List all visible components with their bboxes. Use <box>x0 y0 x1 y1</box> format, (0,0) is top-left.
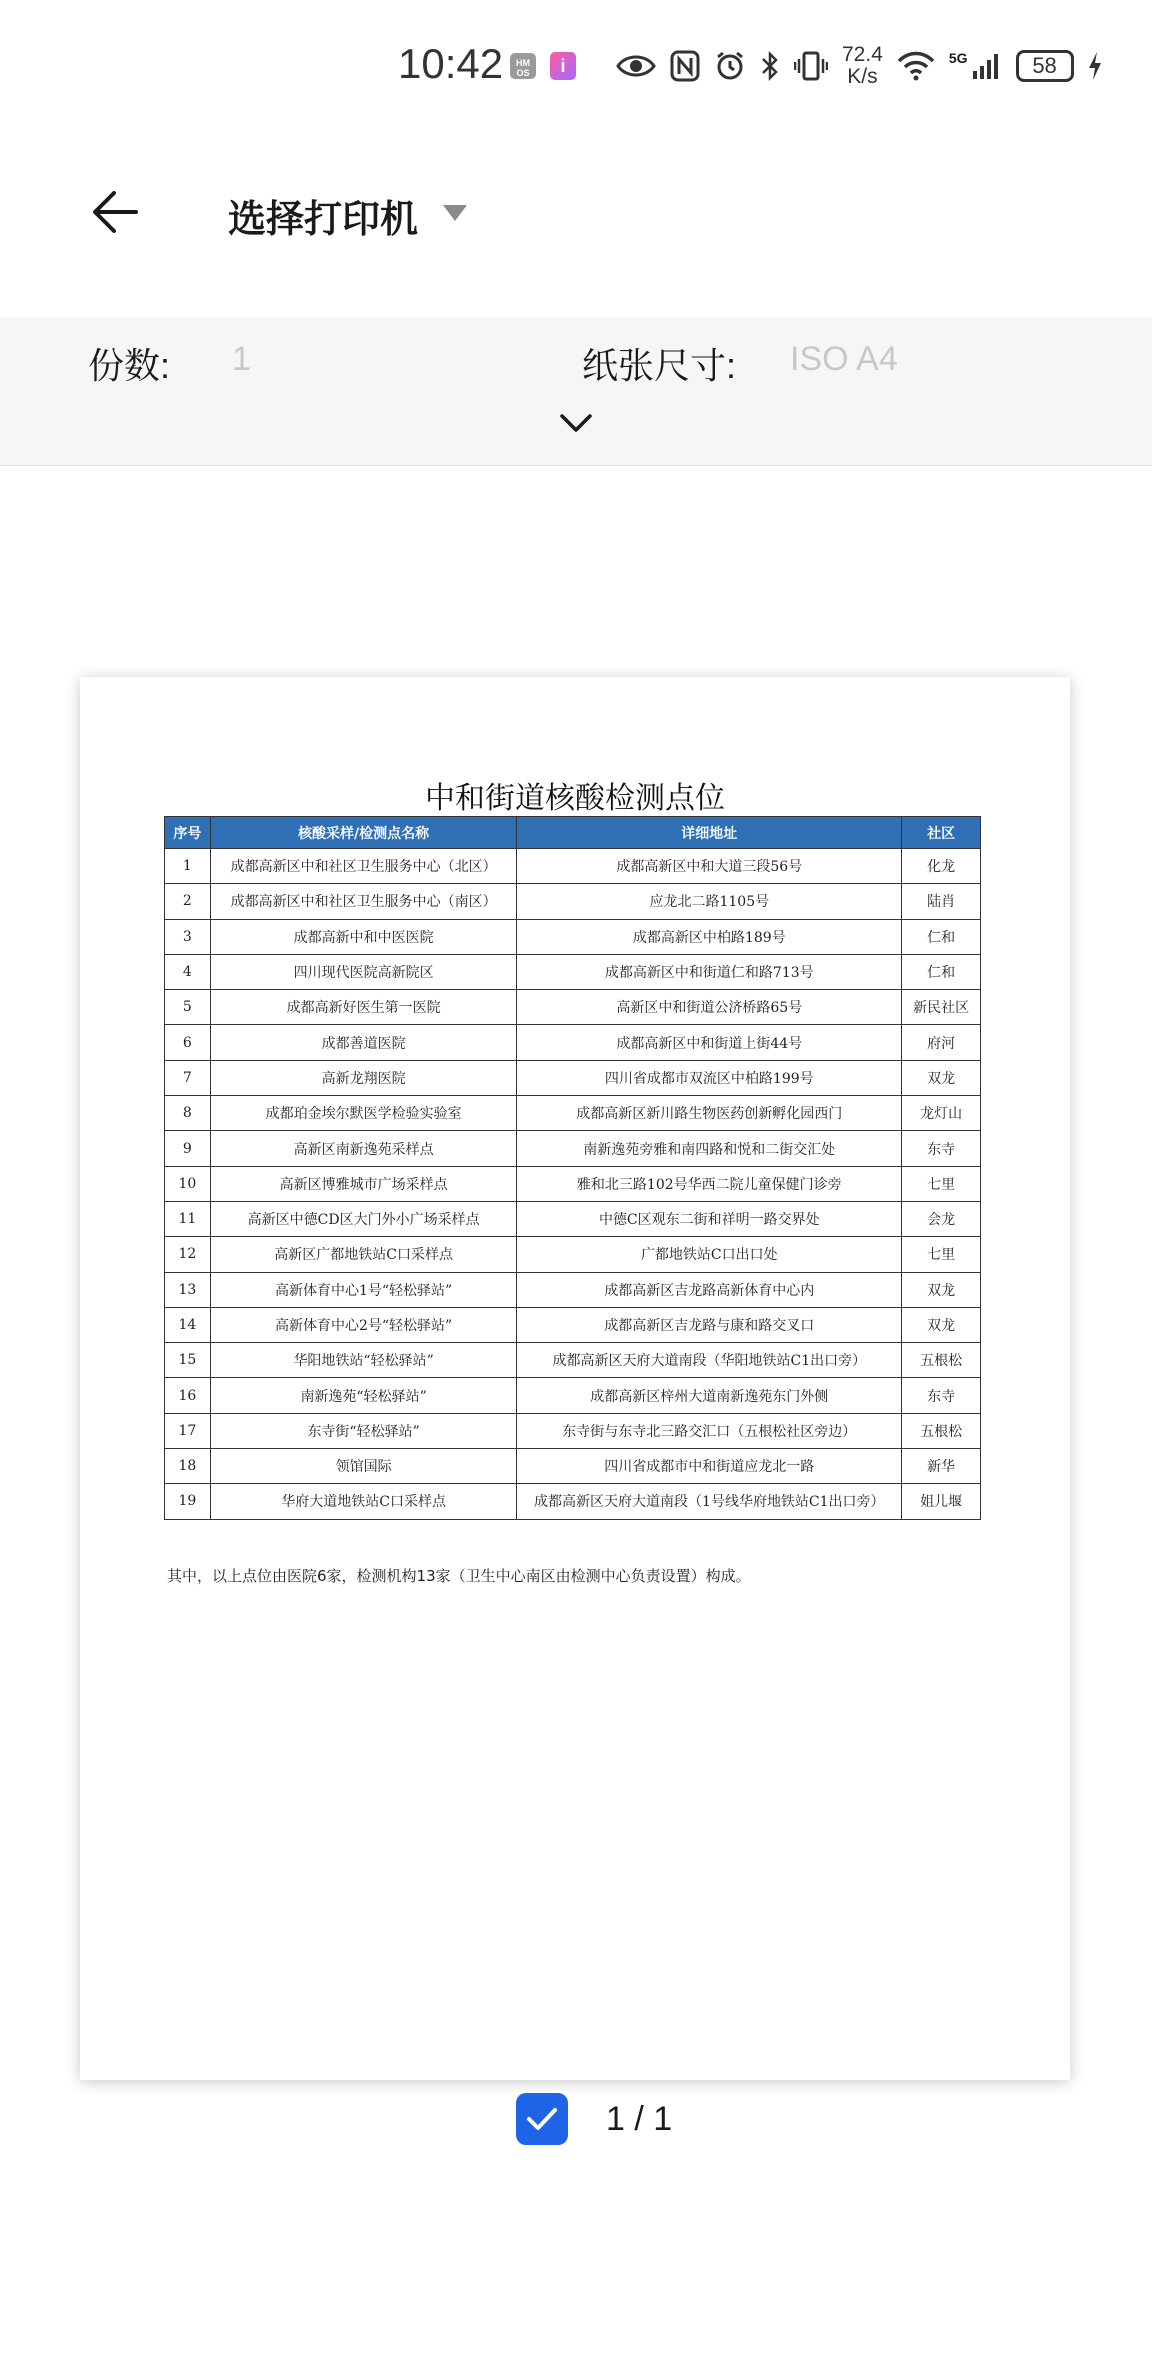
table-cell: 14 <box>165 1307 211 1342</box>
nfc-icon <box>670 50 700 82</box>
table-cell: 高新体育中心2号“轻松驿站” <box>210 1307 517 1342</box>
table-cell: 东寺 <box>902 1378 981 1413</box>
table-cell: 四川省成都市双流区中柏路199号 <box>517 1060 902 1095</box>
caret-down-icon <box>440 202 470 224</box>
table-cell: 高新龙翔医院 <box>210 1060 517 1095</box>
table-cell: 成都高新区中和社区卫生服务中心（南区） <box>210 884 517 919</box>
table-row <box>165 1449 981 1484</box>
table-cell: 雅和北三路102号华西二院儿童保健门诊旁 <box>517 1166 902 1201</box>
table-cell: 龙灯山 <box>902 1096 981 1131</box>
wifi-icon <box>897 51 935 81</box>
table-cell: 高新体育中心1号“轻松驿站” <box>210 1272 517 1307</box>
table-row <box>165 1237 981 1272</box>
table-cell: 化龙 <box>902 849 981 884</box>
table-cell: 东寺街与东寺北三路交汇口（五根松社区旁边） <box>517 1413 902 1448</box>
table-cell: 15 <box>165 1343 211 1378</box>
table-row <box>165 919 981 954</box>
table-cell: 华阳地铁站“轻松驿站” <box>210 1343 517 1378</box>
table-cell: 仁和 <box>902 919 981 954</box>
preview-page <box>80 677 1070 2080</box>
table-cell: 双龙 <box>902 1272 981 1307</box>
bluetooth-icon <box>760 50 780 82</box>
table-cell: 13 <box>165 1272 211 1307</box>
table-cell: 成都善道医院 <box>210 1025 517 1060</box>
table-cell: 四川省成都市中和街道应龙北一路 <box>517 1449 902 1484</box>
table-cell: 成都高新好医生第一医院 <box>210 990 517 1025</box>
table-cell: 广都地铁站C口出口处 <box>517 1237 902 1272</box>
table-row <box>165 1131 981 1166</box>
arrow-left-icon <box>88 182 148 242</box>
table-cell: 成都高新区吉龙路与康和路交叉口 <box>517 1307 902 1342</box>
page-counter: 1 / 1 <box>606 2100 673 2138</box>
table-row <box>165 884 981 919</box>
table-cell: 南新逸苑“轻松驿站” <box>210 1378 517 1413</box>
table-row <box>165 1413 981 1448</box>
network-type: 5G <box>948 50 968 66</box>
table-header-cell: 序号 <box>165 817 211 849</box>
table-cell: 应龙北二路1105号 <box>517 884 902 919</box>
table-cell: 四川现代医院高新院区 <box>210 954 517 989</box>
printer-dropdown-button[interactable] <box>440 202 470 224</box>
table-cell: 成都高新区中和大道三段56号 <box>517 849 902 884</box>
table-cell: 成都高新中和中医医院 <box>210 919 517 954</box>
table-cell: 五根松 <box>902 1413 981 1448</box>
copies-input[interactable]: 1 <box>232 340 251 378</box>
table-cell: 高新区中德CD区大门外小广场采样点 <box>210 1201 517 1236</box>
table-cell: 2 <box>165 884 211 919</box>
table-header-cell: 核酸采样/检测点名称 <box>210 817 517 849</box>
eye-icon <box>616 52 656 80</box>
table-cell: 七里 <box>902 1237 981 1272</box>
table-cell: 南新逸苑旁雅和南四路和悦和二街交汇处 <box>517 1131 902 1166</box>
table-cell: 领馆国际 <box>210 1449 517 1484</box>
table-cell: 3 <box>165 919 211 954</box>
table-cell: 11 <box>165 1201 211 1236</box>
table-cell: 东寺 <box>902 1131 981 1166</box>
table-cell: 中德C区观东二街和祥明一路交界处 <box>517 1201 902 1236</box>
table-body <box>165 849 981 1520</box>
hmos-badge-icon: HM OS <box>510 53 536 79</box>
table-cell: 6 <box>165 1025 211 1060</box>
table-cell: 成都高新区中和街道上街44号 <box>517 1025 902 1060</box>
table-header-cell: 详细地址 <box>517 817 902 849</box>
network-speed-value: 72.4 <box>842 43 883 66</box>
table-cell: 12 <box>165 1237 211 1272</box>
document-footnote: 其中，以上点位由医院6家，检测机构13家（卫生中心南区由检测中心负责设置）构成。 <box>167 1567 751 1585</box>
page-select-checkbox[interactable] <box>516 2093 568 2145</box>
table-cell: 成都高新区新川路生物医药创新孵化园西门 <box>517 1096 902 1131</box>
copies-label: 份数: <box>88 345 171 386</box>
alarm-icon <box>714 50 746 82</box>
table-cell: 9 <box>165 1131 211 1166</box>
chevron-down-icon <box>558 408 594 438</box>
expand-settings-button[interactable] <box>558 408 594 438</box>
table-cell: 17 <box>165 1413 211 1448</box>
table-cell: 新华 <box>902 1449 981 1484</box>
table-cell: 4 <box>165 954 211 989</box>
table-cell: 双龙 <box>902 1060 981 1095</box>
document-title: 中和街道核酸检测点位 <box>425 781 725 816</box>
table-cell: 府河 <box>902 1025 981 1060</box>
table-cell: 姐儿堰 <box>902 1484 981 1519</box>
table-header-row <box>165 817 981 849</box>
table-row <box>165 1060 981 1095</box>
table-header-cell: 社区 <box>902 817 981 849</box>
table-cell: 五根松 <box>902 1343 981 1378</box>
app-notification-icon: i <box>550 52 576 80</box>
table-cell: 成都高新区吉龙路高新体育中心内 <box>517 1272 902 1307</box>
table-cell: 7 <box>165 1060 211 1095</box>
table-cell: 10 <box>165 1166 211 1201</box>
checkmark-icon <box>526 2106 558 2132</box>
table-cell: 1 <box>165 849 211 884</box>
status-bar <box>0 0 1152 130</box>
table-row <box>165 954 981 989</box>
status-icons <box>510 36 1102 96</box>
network-speed-unit: K/s <box>847 65 878 88</box>
table-row <box>165 1343 981 1378</box>
table-cell: 华府大道地铁站C口采样点 <box>210 1484 517 1519</box>
paper-size-select[interactable]: ISO A4 <box>790 340 898 378</box>
table-cell: 新民社区 <box>902 990 981 1025</box>
printer-selector-title[interactable]: 选择打印机 <box>228 199 419 241</box>
table-row <box>165 849 981 884</box>
status-time: 10:42 <box>398 40 504 87</box>
table-cell: 成都高新区梓州大道南新逸苑东门外侧 <box>517 1378 902 1413</box>
table-row <box>165 1201 981 1236</box>
table-cell: 16 <box>165 1378 211 1413</box>
app-bar <box>0 160 1152 260</box>
table-row <box>165 1096 981 1131</box>
print-preview-area <box>0 467 1152 2376</box>
table-cell: 高新区南新逸苑采样点 <box>210 1131 517 1166</box>
table-cell: 19 <box>165 1484 211 1519</box>
table-cell: 成都高新区天府大道南段（1号线华府地铁站C1出口旁） <box>517 1484 902 1519</box>
table-cell: 5 <box>165 990 211 1025</box>
table-cell: 18 <box>165 1449 211 1484</box>
table-cell: 高新区广都地铁站C口采样点 <box>210 1237 517 1272</box>
table-row <box>165 1272 981 1307</box>
charging-icon <box>1088 51 1102 81</box>
table-cell: 成都珀金埃尔默医学检验实验室 <box>210 1096 517 1131</box>
table-row <box>165 1484 981 1519</box>
table-cell: 成都高新区天府大道南段（华阳地铁站C1出口旁） <box>517 1343 902 1378</box>
table-row <box>165 1166 981 1201</box>
table-cell: 双龙 <box>902 1307 981 1342</box>
table-cell: 成都高新区中和街道仁和路713号 <box>517 954 902 989</box>
back-button[interactable] <box>88 182 148 242</box>
table-row <box>165 1307 981 1342</box>
testing-sites-table <box>164 816 981 1520</box>
paper-size-label: 纸张尺寸: <box>582 345 737 386</box>
table-row <box>165 990 981 1025</box>
table-cell: 陆肖 <box>902 884 981 919</box>
battery-indicator: 58 <box>1016 50 1074 82</box>
table-cell: 东寺街“轻松驿站” <box>210 1413 517 1448</box>
table-cell: 仁和 <box>902 954 981 989</box>
table-cell: 成都高新区中和社区卫生服务中心（北区） <box>210 849 517 884</box>
print-settings-panel <box>0 318 1152 466</box>
signal-icon <box>972 51 1002 81</box>
vibrate-icon <box>794 50 828 82</box>
table-cell: 高新区中和街道公济桥路65号 <box>517 990 902 1025</box>
table-cell: 成都高新区中柏路189号 <box>517 919 902 954</box>
table-cell: 高新区博雅城市广场采样点 <box>210 1166 517 1201</box>
table-row <box>165 1378 981 1413</box>
table-cell: 8 <box>165 1096 211 1131</box>
table-cell: 会龙 <box>902 1201 981 1236</box>
table-row <box>165 1025 981 1060</box>
network-speed <box>842 44 883 88</box>
table-cell: 七里 <box>902 1166 981 1201</box>
